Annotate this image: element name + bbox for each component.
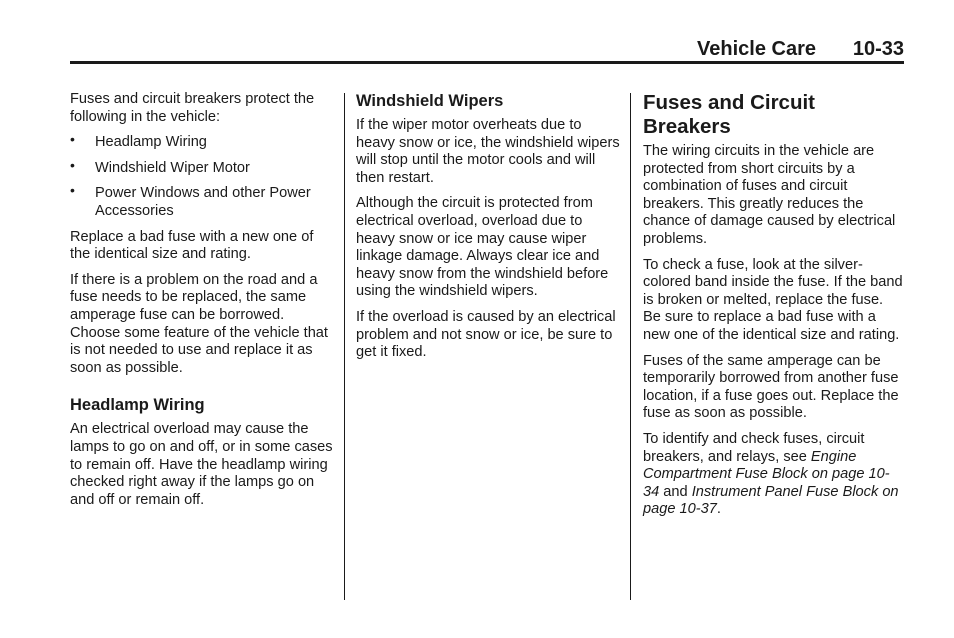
headlamp-wiring-paragraph: An electrical overload may cause the lamps to go on and off, or in some cases to remain off. Have the headlamp wiring checked right away if the lamps go on and off or remain off. <box>70 421 333 508</box>
list-item: • Windshield Wiper Motor <box>70 156 250 176</box>
wiper-overload-paragraph: Although the circuit is protected from electrical overload, overload due to heavy snow or ice may cause wiper linkage damage. Always clear ice and heavy snow from the windshield before using the windshield wipers. <box>356 195 609 300</box>
instrument-panel-fuse-block-reference[interactable]: Instrument Panel Fuse Block on page 10-37 <box>643 483 899 518</box>
road-problem-paragraph: If there is a problem on the road and a fuse needs to be replaced, the same amperage fuse can be borrowed. Choose some feature of the vehicle that is not needed to use and replace it as soon as possible. <box>70 271 328 376</box>
page-header <box>70 38 904 64</box>
fuses-breakers-title: Fuses and Circuit Breakers <box>643 91 816 138</box>
column-2 <box>356 91 620 370</box>
wiper-overheat-paragraph: If the wiper motor overheats due to heavy snow or ice, the windshield wipers will stop until the motor cools and will then restart. <box>356 117 620 186</box>
bullet-icon: • <box>70 131 75 148</box>
list-item: • Headlamp Wiring <box>70 131 207 151</box>
windshield-wipers-heading: Windshield Wipers <box>356 92 504 110</box>
wiper-electrical-paragraph: If the overload is caused by an electrical problem and not snow or ice, be sure to get it fixed. <box>356 308 616 361</box>
column-1 <box>70 91 336 517</box>
check-fuse-paragraph: To check a fuse, look at the silver-colored band inside the fuse. If the band is broken or melted, replace the fuse. Be sure to replace a bad fuse with a new one of the identical size and rating. <box>643 256 903 343</box>
column-3 <box>643 91 905 527</box>
section-title: Vehicle Care <box>697 38 816 60</box>
engine-fuse-block-reference[interactable]: Engine Compartment Fuse Block on page 10-34 <box>643 448 890 500</box>
bullet-icon: • <box>70 156 75 173</box>
identify-fuses-paragraph: To identify and check fuses, circuit breakers, and relays, see Engine Compartment Fuse Block on page 10-34 and Instrument Panel Fuse Block on page 10-37. <box>643 430 899 518</box>
protected-items-list <box>70 131 336 220</box>
wiring-circuits-paragraph: The wiring circuits in the vehicle are protected from short circuits by a combination of fuses and circuit breakers. This greatly reduces the chance of damage caused by electrical problems. <box>643 143 896 247</box>
headlamp-wiring-heading: Headlamp Wiring <box>70 396 205 415</box>
replace-fuse-paragraph: Replace a bad fuse with a new one of the identical size and rating. <box>70 228 314 263</box>
bullet-icon: • <box>70 182 75 199</box>
page-number: 10-33 <box>852 38 904 60</box>
list-item: • Power Windows and other Power Accessories <box>70 182 311 219</box>
intro-paragraph: Fuses and circuit breakers protect the following in the vehicle: <box>70 91 315 125</box>
column-divider <box>344 93 345 600</box>
borrow-fuse-paragraph: Fuses of the same amperage can be temporarily borrowed from another fuse location, if a fuse goes out. Replace the fuse as soon as possible. <box>643 352 899 422</box>
column-divider <box>630 93 631 600</box>
